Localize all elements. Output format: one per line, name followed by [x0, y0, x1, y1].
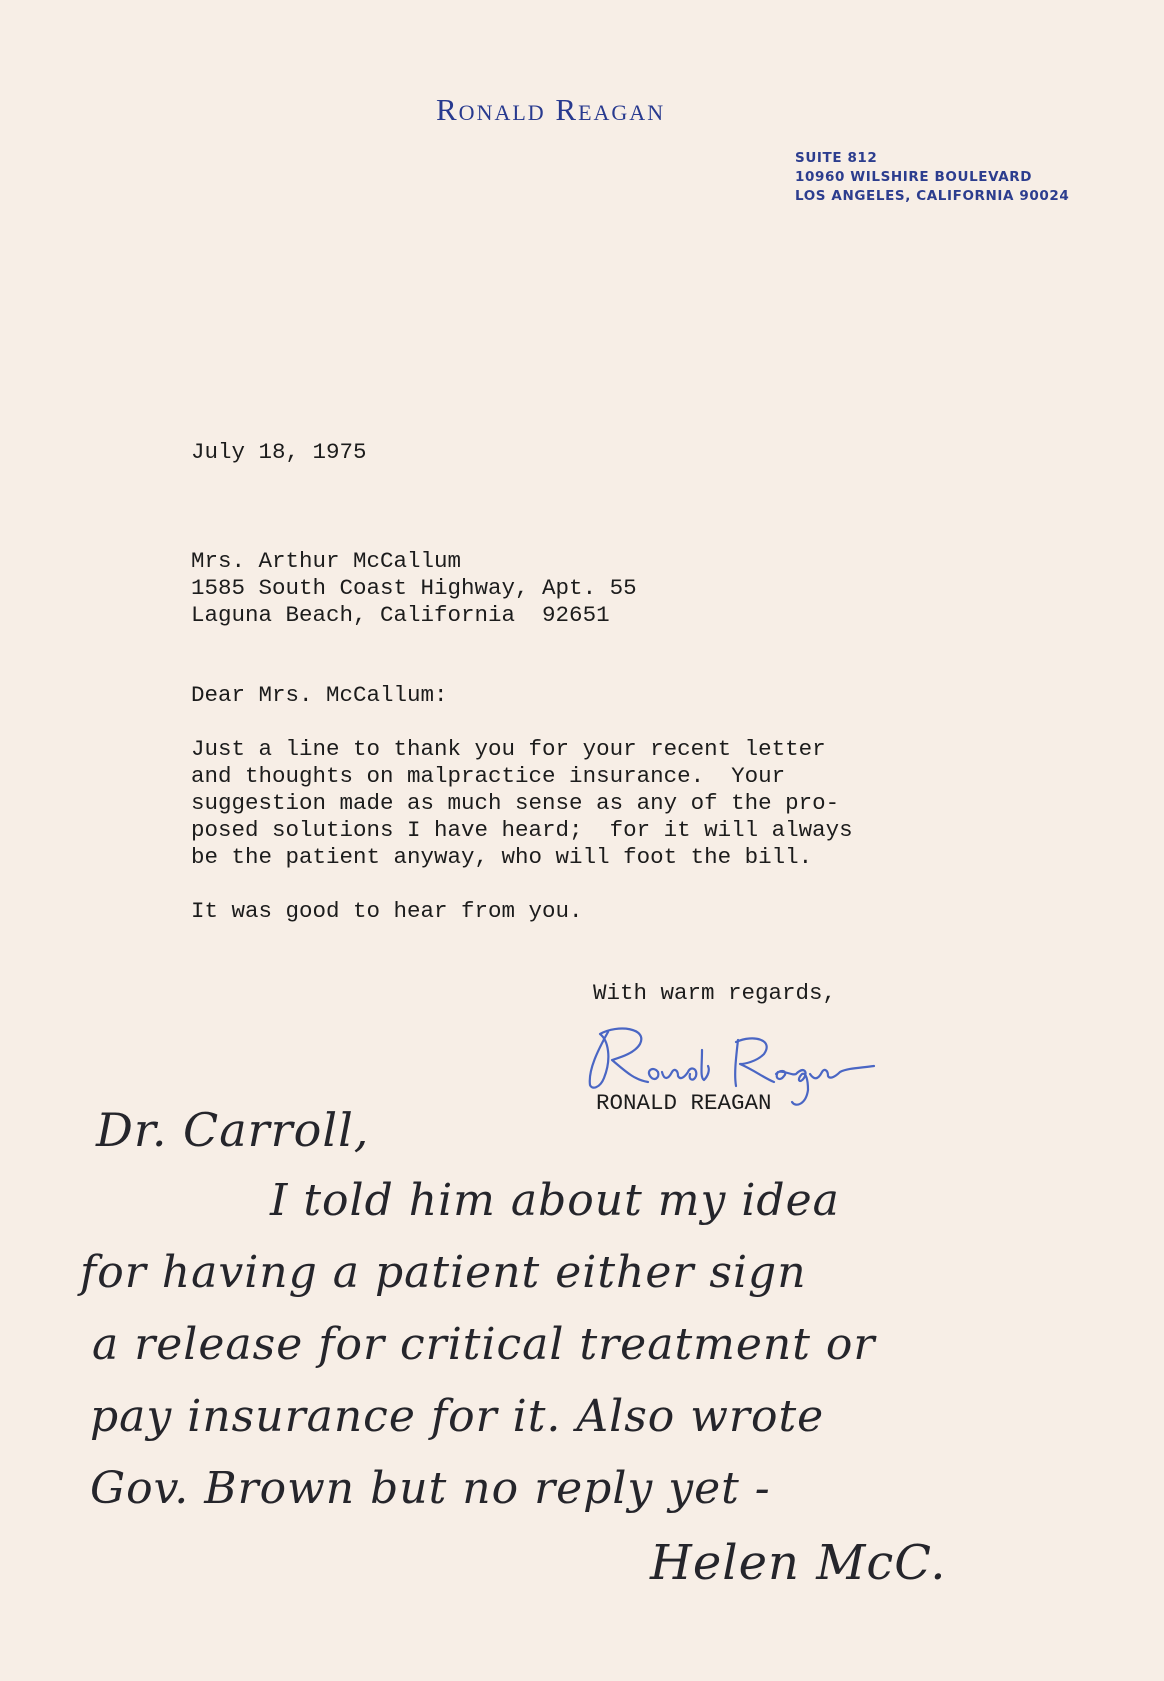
handwritten-line: I told him about my idea — [270, 1175, 840, 1226]
body-line: Just a line to thank you for your recent letter — [191, 736, 826, 762]
address-line-street: 10960 WILSHIRE BOULEVARD — [795, 169, 1033, 185]
typed-signature-name: RONALD REAGAN — [596, 1090, 772, 1116]
body-line: be the patient anyway, who will foot the bill. — [191, 844, 813, 870]
letterhead-name: Ronald Reagan — [436, 92, 666, 127]
salutation: Dear Mrs. McCallum: — [191, 682, 448, 708]
address-line-city: LOS ANGELES, CALIFORNIA 90024 — [795, 188, 1070, 204]
recipient-street: 1585 South Coast Highway, Apt. 55 — [191, 575, 637, 601]
letter-date: July 18, 1975 — [191, 439, 367, 465]
valediction: With warm regards, — [593, 980, 837, 1006]
recipient-name: Mrs. Arthur McCallum — [191, 548, 462, 574]
handwritten-line: a release for critical treatment or — [92, 1319, 876, 1370]
recipient-city: Laguna Beach, California 92651 — [191, 602, 610, 628]
handwritten-line: Dr. Carroll, — [96, 1103, 370, 1157]
handwritten-signoff: Helen McC. — [650, 1535, 947, 1591]
body-line: and thoughts on malpractice insurance. Your — [191, 763, 786, 789]
handwritten-line: Gov. Brown but no reply yet - — [90, 1463, 771, 1514]
body-paragraph — [191, 736, 853, 871]
handwritten-line: pay insurance for it. Also wrote — [90, 1391, 825, 1442]
letterhead-address — [795, 149, 1069, 206]
handwritten-line: for having a patient either sign — [80, 1247, 807, 1298]
handwritten-note — [70, 1085, 1130, 1605]
closing-paragraph: It was good to hear from you. — [191, 898, 583, 924]
address-line-suite: SUITE 812 — [795, 150, 878, 166]
body-line: posed solutions I have heard; for it will always — [191, 817, 853, 843]
recipient-address — [191, 548, 637, 629]
body-line: suggestion made as much sense as any of the pro- — [191, 790, 840, 816]
